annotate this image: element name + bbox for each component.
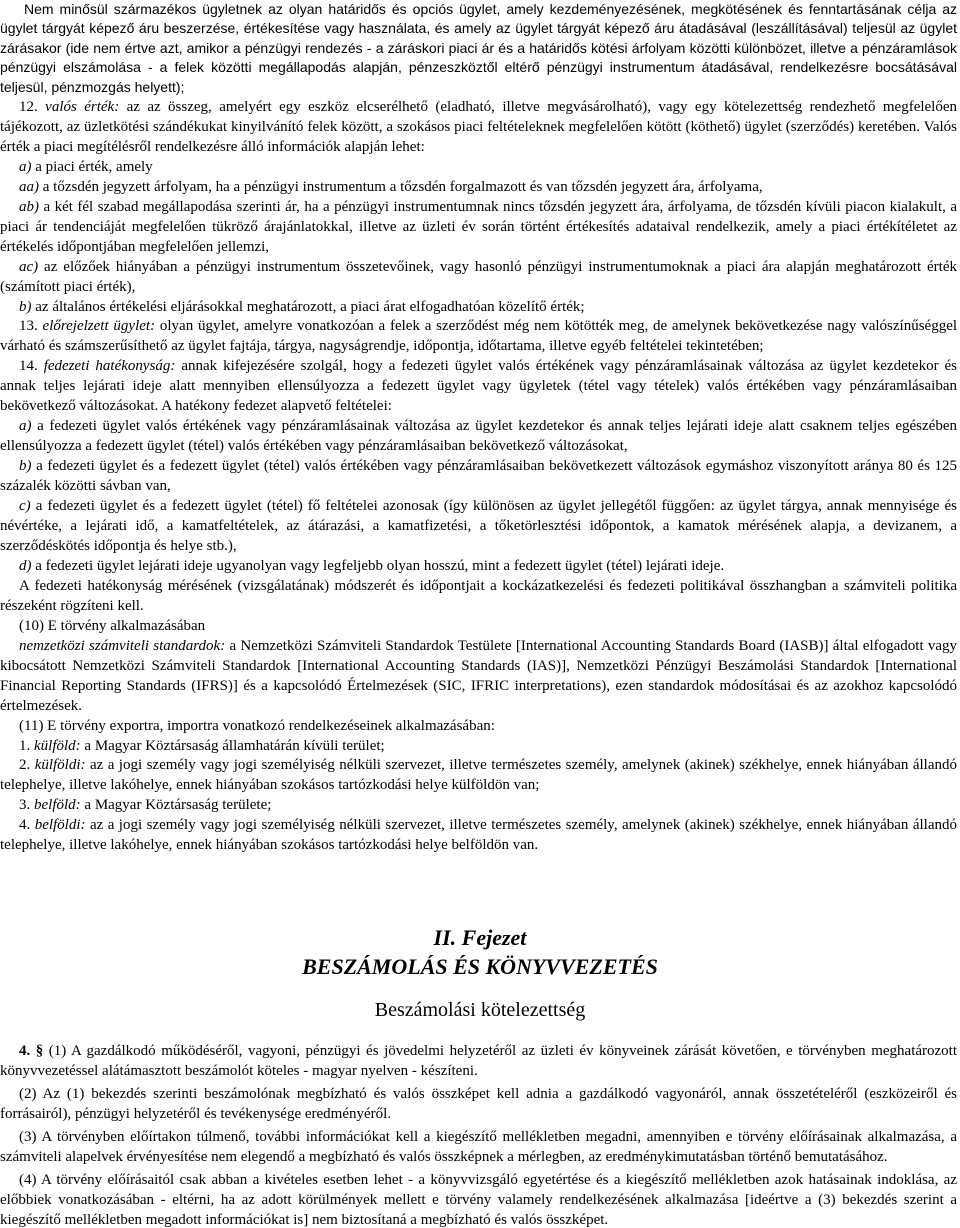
item-text: a két fél szabad megállapodása szerinti ár, ha a pénzügyi instrumentumnak nincs tőzsdén jegyzett ára, árfolyama, de tőzsdén kívüli piacon kialakult, a piaci ár tendenciáját megfelelően tükröző árajánlatokkal, illetve az üzleti év során történt értékesítés adataival rendelkezik, amely a piaci értékítéletet az értékelés időpontjában megfelelően jellemzi, [0,198,957,255]
definition-term: előrejelzett ügylet: [42,318,156,335]
definition-14-c [0,497,957,557]
definition-text: a Magyar Köztársaság területe; [80,797,272,814]
definition-text: a Nemzetközi Számviteli Standardok Testülete [International Accounting Standards Board (IASB)] által elfogadott vagy kibocsátott Nemzetközi Számviteli Standardok [International Accounting Standards (IAS)], Nemzetközi Pénzügyi Beszámolási Standardok [International Financial Reporting Standards (IFRS)] és a kapcsolódó Értelmezések (SIC, IFRIC interpretations), ezen standardok módosításai és az azokhoz kapcsolódó értelmezések. [0,637,957,714]
item-number: 2. [19,757,31,774]
paragraph-11-item-4 [0,816,957,856]
item-number: 4. [19,817,31,834]
definition-number: 12. [19,99,38,115]
chapter-number: II. Fejezet [433,925,527,950]
item-text: a tőzsdén jegyzett árfolyam, ha a pénzügyi instrumentum a tőzsdén forgalmazott és van tőzsdén jegyzett ára, árfolyama, [39,178,763,195]
definition-term: nemzetközi számviteli standardok: [19,637,226,654]
definition-14-d [0,557,957,577]
definition-text: az a jogi személy vagy jogi személyiség nélküli szervezet, illetve természetes személy, amelynek (akinek) székhelye, ennek hiányában állandó telephelye, illetve lakóhelye, ennek hiányában szokásos tartózkodási helye külföldön van; [0,757,957,794]
derivative-exclusion-section [0,0,957,97]
chapter-title: BESZÁMOLÁS ÉS KÖNYVVEZETÉS [302,954,658,979]
definition-text: az az összeg, amelyért egy eszköz elcserélhető (eladható, illetve megvásárolható), vagy egy kötelezettség rendezhető megfelelően tájékozott, az üzletkötési szándékukat kinyilvánító felek között, a szokásos piaci feltételeknek megfelelően kötött (köthető) ügylet (szerződés) keretében. Valós érték a piaci megítélésről rendelkezésre álló információk alapján lehet: [0,99,957,155]
definitions-section [0,98,957,856]
section-4 [0,1042,957,1228]
item-text: az előzőek hiányában a pénzügyi instrumentum összetevőinek, vagy hasonló pénzügyi instrumentumoknak a piaci ára alapján meghatározott érték (számított piaci érték), [0,258,957,295]
definition-14 [0,357,957,417]
definition-term: belföld: [34,797,81,814]
item-label: c) [19,498,31,515]
definition-14-b [0,457,957,497]
definition-12-a [0,158,957,178]
section-subtitle: Beszámolási kötelezettség [374,999,586,1021]
definition-12-ab [0,198,957,258]
definition-number: 13. [19,318,38,335]
item-text: az általános értékelési eljárásokkal meghatározott, a piaci árat elfogadhatóan közelítő érték; [31,298,585,315]
definition-12-aa [0,178,957,198]
definition-14-a [0,417,957,457]
paragraph-11-item-3 [0,796,957,816]
item-text: a fedezeti ügylet valós értékének vagy pénzáramlásainak változása az ügylet kezdetekor és annak teljes lejárati ideje alatt csaknem teljes egészében ellensúlyozza a fedezett ügylet (tétel) valós értékében vagy pénzáramlásaiban bekövetkező változásokat, [0,418,957,455]
definition-term: valós érték: [45,99,120,115]
paragraph-10-intro: (10) E törvény alkalmazásában [19,617,206,634]
paragraph-10-definition [0,637,957,717]
item-number: 1. [19,737,31,754]
item-label: ac) [19,258,39,275]
item-text: a fedezeti ügylet és a fedezett ügylet (tétel) valós értékében vagy pénzáramlásaiban bekövetkezett változások egymáshoz viszonyított aránya 80 és 125 százalék közötti sávban van, [0,458,957,495]
definition-12-ac [0,258,957,298]
item-label: aa) [19,178,39,195]
section-4-paragraph-1 [0,1042,957,1082]
definition-text: az a jogi személy vagy jogi személyiség nélküli szervezet, illetve természetes személy, amelynek (akinek) székhelye, ennek hiányában állandó telephelye, illetve lakóhelye, ennek hiányában szokásos tartózkodási helye belföldön van. [0,817,957,854]
paragraph-text: (1) A gazdálkodó működéséről, vagyoni, pénzügyi és jövedelmi helyzetéről az üzleti év könyveinek zárását követően, e törvényben meghatározott könyvvezetéssel alátámasztott beszámolót köteles - magyar nyelven - készíteni. [0,1043,958,1079]
definition-12-b [0,298,957,318]
item-label: b) [19,458,32,475]
section-4-paragraph-3: (3) A törvényben előírtakon túlmenő, további információkat kell a kiegészítő mellékletben megadni, amennyiben e törvény előírásainak alkalmazása, a számviteli alapelvek érvényesítése nem elegendő a megbízható és valós összképnek a mérlegben, az eredménykimutatásban történő bemutatásához. [0,1128,957,1165]
item-label: d) [19,557,32,574]
definition-14-tail: A fedezeti hatékonyság mérésének (vizsgálatának) módszerét és időpontjait a kockázatkezelési és fedezeti politikával összhangban a számviteli politika részeként rögzíteni kell. [0,577,957,614]
definition-term: belföldi: [34,817,86,834]
item-label: b) [19,298,32,315]
paragraph-11-intro: (11) E törvény exportra, importra vonatkozó rendelkezéseinek alkalmazásában: [19,717,495,734]
definition-term: külföldi: [34,757,86,774]
item-label: a) [19,158,32,175]
definition-text: a Magyar Köztársaság államhatárán kívüli terület; [80,737,385,754]
paragraph-11-item-2 [0,756,957,796]
item-text: a piaci érték, amely [31,158,153,175]
paragraph-11-item-1 [0,737,957,757]
definition-term: fedezeti hatékonyság: [43,358,176,375]
section-number: 4. § [19,1043,44,1059]
section-4-paragraph-4: (4) A törvény előírásaitól csak abban a kivételes esetben lehet - a könyvvizsgáló egyetértése és a kiegészítő mellékletben azok hatásainak indoklása, az előbbiek vonatkozásában - eltérni, ha az adott körülmények mellett e törvény valamely rendelkezésének alkalmazása [ideértve a (3) bekezdés szerint a kiegészítő mellékletben megadott információkat is] nem biztosítaná a megbízható és valós összképet. [0,1171,957,1228]
definition-number: 14. [19,358,38,375]
definition-12 [0,98,957,158]
item-label: ab) [19,198,39,215]
item-text: a fedezeti ügylet lejárati ideje ugyanolyan vagy legfeljebb olyan hosszú, mint a fedezett ügylet (tétel) lejárati ideje. [31,557,725,574]
item-text: a fedezeti ügylet és a fedezett ügylet (tétel) fő feltételei azonosak (így különösen az ügylet jellegétől függően: az ügylet tárgya, annak mennyisége és névértéke, a lejárati idő, a kamatfeltételek, az átárazási, a kamatfizetési, a tőketörlesztési időpontok, a kamatok mérésének alapja, a devizanem, a szerződéskötés időpontja és helye stb.), [0,498,957,554]
definition-text: olyan ügylet, amelyre vonatkozóan a felek a szerződést még nem kötötték meg, de amelynek bekövetkezése nagy valószínűséggel várható és számszerűsíthető az ügylet fajtája, tárgya, nagyságrendje, időpontja, időtartama, illetve egyéb feltételei tekintetében; [0,318,958,355]
item-label: a) [19,418,32,435]
derivative-exclusion-paragraph: Nem minősül származékos ügyletnek az olyan határidős és opciós ügylet, amely kezdeményezésének, megkötésének és fenntartásának célja az ügylet tárgyát képező áru beszerzése, értékesítése vagy használata, és amely az ügylet tárgyát képező áru átadásával (leszállításával) teljesül az ügylet zárásakor (ide nem értve azt, amikor a pénzügyi rendezés - a záráskori piaci ár és a határidős kötési árfolyam közötti különbözet, illetve a pénzáramlások pénzügyi elszámolása - a felek közötti megállapodás alapján, pénzeszköztől eltérő pénzügyi instrumentum átadásával, rendelkezésre bocsátásával teljesül, pénzmozgás helyett); [0,1,957,95]
item-number: 3. [19,797,31,814]
section-4-paragraph-2: (2) Az (1) bekezdés szerinti beszámolónak megbízható és valós összképet kell adnia a gazdálkodó vagyonáról, annak összetételéről (eszközeiről és forrásairól), pénzügyi helyzetéről és tevékenysége eredményéről. [0,1085,957,1122]
definition-13 [0,317,957,357]
definition-term: külföld: [34,737,81,754]
definition-text: annak kifejezésére szolgál, hogy a fedezeti ügylet valós értékének vagy pénzáramlásainak változása az ügylet kezdetekor és annak teljes lejárati ideje alatt mennyiben ellensúlyozza a fedezett ügylet vagy ügyletek (tétel vagy tételek) valós értékében vagy pénzáramlásaiban bekövetkező változásokat. A hatékony fedezet alapvető feltételei: [0,358,957,415]
